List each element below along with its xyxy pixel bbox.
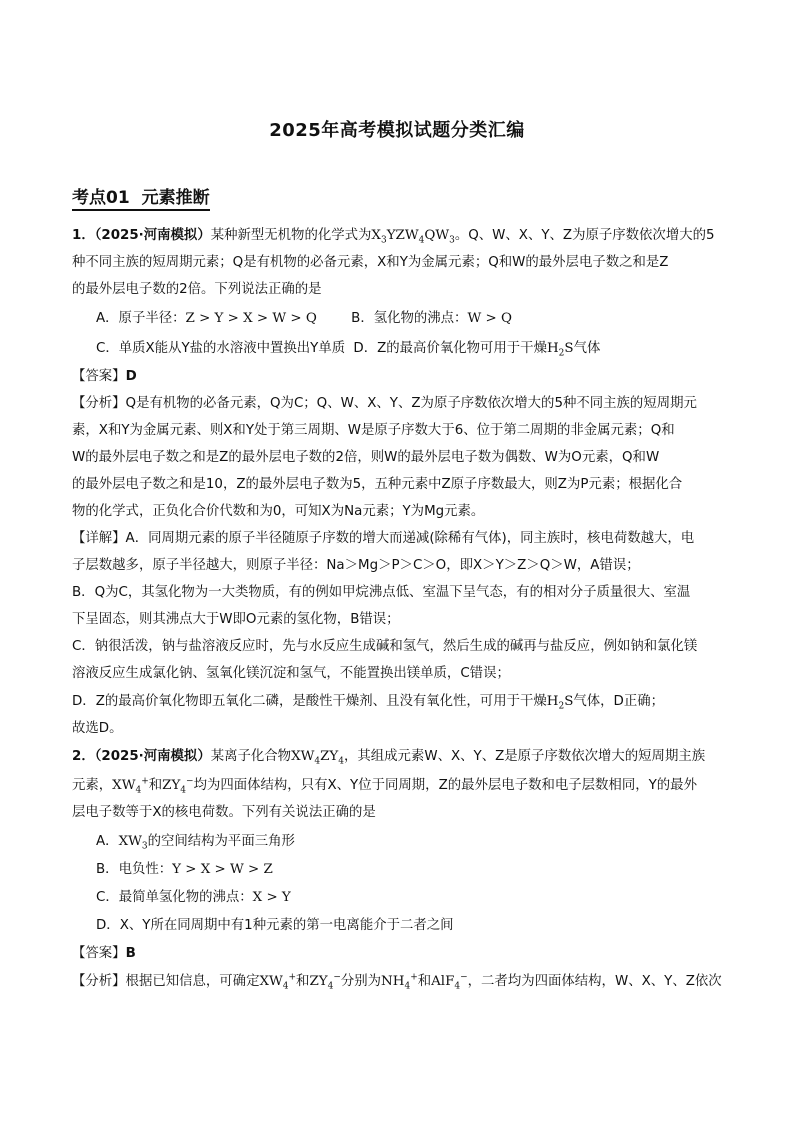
q1-option-b[interactable]: B．氢化物的沸点：W > Q <box>351 311 512 326</box>
q1-analysis-line: 物的化学式，正负化合价代数和为0，可知X为Na元素；Y为Mg元素。 <box>72 504 485 519</box>
q1-detail-line-d: D．Z的最高价氧化物即五氧化二磷，是酸性干燥剂、且没有氧化性，可用于干燥$H_2S$气体，D正确； <box>72 694 665 712</box>
q1-options-ab <box>96 309 512 329</box>
q2-stem-line1: 2．（2025·河南模拟）某离子化合物$XW_4ZY_4$，其组成元素W、X、Y、Z是原子序数依次增大的短周期主族 <box>72 749 706 767</box>
q1-detail-line: 子层数越多，原子半径越大，则原子半径：Na＞Mg＞P＞C＞O，即X＞Y＞Z＞Q＞W，A错误； <box>72 558 640 573</box>
q2-analysis-line: 【分析】根据已知信息，可确定$XW_4^+$和$ZY_4^-$分别为$NH_4^+$和AlF$_4$−，二者均为四面体结构，W、X、Y、Z依次 <box>72 972 722 992</box>
q1-conclusion: 故选D。 <box>72 721 123 736</box>
q1-detail-line: 【详解】A．同周期元素的原子半径随原子序数的增大而递减(除稀有气体)，同主族时，核电荷数越大，电 <box>72 531 695 546</box>
q1-stem-text-2: 。Q、W、X、Y、Z为原子序数依次增大的5 <box>454 228 715 243</box>
q2-formula: $XW_4ZY_4$ <box>291 749 344 767</box>
q1-stem-line3: 的最外层电子数的2倍。下列说法正确的是 <box>72 282 322 297</box>
q1-stem-text: 某种新型无机物的化学式为 <box>210 228 372 243</box>
q1-number: 1． <box>72 228 95 243</box>
q1-options-cd <box>96 339 600 359</box>
q1-analysis-line: 【分析】Q是有机物的必备元素，Q为C；Q、W、X、Y、Z为原子序数依次增大的5种不同主族的短周期元 <box>72 396 697 411</box>
q1-detail-line: C．钠很活泼，钠与盐溶液反应时，先与水反应生成碱和氢气，然后生成的碱再与盐反应，例如钠和氯化镁 <box>72 639 698 654</box>
q1-analysis-line: W的最外层电子数之和是Z的最外层电子数的2倍，则W的最外层电子数为偶数、W为O元素，Q和W <box>72 450 660 465</box>
q1-answer: 【答案】D <box>72 369 137 384</box>
section-code: 考点01 <box>72 188 130 208</box>
q2-answer: 【答案】B <box>72 946 136 961</box>
q2-number: 2． <box>72 749 95 764</box>
q1-analysis-line: 的最外层电子数之和是10，Z的最外层电子数为5，五种元素中Z原子序数最大，则Z为P元素；根据化合 <box>72 477 683 492</box>
q1-detail-line: 溶液反应生成氯化钠、氢氧化镁沉淀和氢气，不能置换出镁单质，C错误； <box>72 666 510 681</box>
q1-source: （2025·河南模拟） <box>94 228 211 243</box>
q1-analysis-line: 素，X和Y为金属元素、则X和Y处于第三周期、W是原子序数大于6、位于第二周期的非金属元素；Q和 <box>72 423 675 438</box>
page-title: 2025年高考模拟试题分类汇编 <box>269 120 525 141</box>
q2-option-c[interactable]: C．最简单氢化物的沸点：X > Y <box>96 890 291 905</box>
q1-stem-line1 <box>72 226 715 246</box>
q1-option-a[interactable]: A．原子半径：Z > Y > X > W > Q <box>96 311 317 326</box>
section-heading <box>72 183 210 211</box>
q2-option-b[interactable]: B．电负性：Y > X > W > Z <box>96 862 273 877</box>
q1-detail-line: 下呈固态，则其沸点大于W即O元素的氢化物，B错误； <box>72 612 400 627</box>
section-name: 元素推断 <box>141 188 210 208</box>
q2-stem-line2: 元素，$XW_4^+$和$ZY_4^-$均为四面体结构，只有X、Y位于同周期，Z的最外层电子数和电子层数相同，Y的最外 <box>72 776 697 796</box>
q1-option-c[interactable]: C．单质X能从Y盐的水溶液中置换出Y单质 <box>96 341 346 356</box>
q1-option-d[interactable]: D．Z的最高价氧化物可用于干燥$H_2S$气体 <box>353 341 601 359</box>
q1-detail-line: B．Q为C，其氢化物为一大类物质，有的例如甲烷沸点低、室温下呈气态，有的相对分子质量很大、室温 <box>72 585 691 600</box>
q2-source: （2025·河南模拟） <box>94 749 211 764</box>
q2-option-d[interactable]: D．X、Y所在同周期中有1种元素的第一电离能介于二者之间 <box>96 918 454 933</box>
q1-stem-line2: 种不同主族的短周期元素；Q是有机物的必备元素，X和Y为金属元素；Q和W的最外层电子数之和是Z <box>72 255 669 270</box>
q2-stem-line3: 层电子数等于X的核电荷数。下列有关说法正确的是 <box>72 805 376 820</box>
q1-formula: $X_3YZW_4QW_3$ <box>371 228 455 246</box>
q2-option-a[interactable]: A．$XW_3$的空间结构为平面三角形 <box>96 834 295 852</box>
